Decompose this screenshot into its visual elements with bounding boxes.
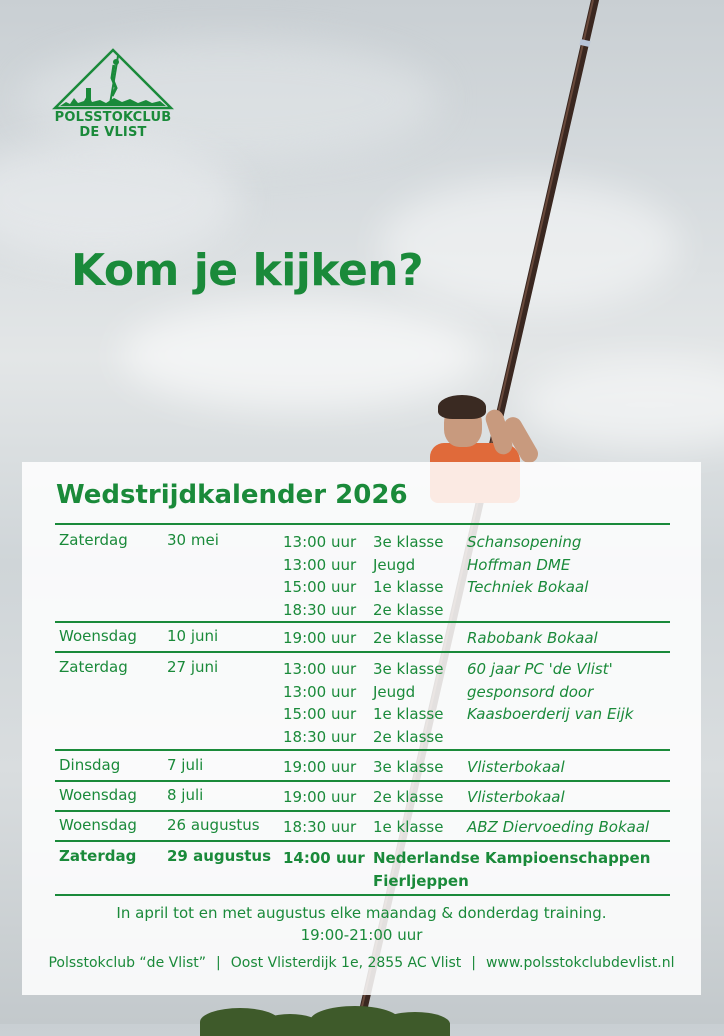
- row-event: Hoffman DME: [467, 555, 571, 574]
- row-time: 19:00 uur: [283, 629, 357, 647]
- row-time: 13:00 uur: [283, 682, 357, 701]
- club-name: Polsstokclub “de Vlist”: [48, 955, 207, 971]
- row-event: Kaasboerderij van Eijk: [467, 705, 634, 723]
- row-day: Zaterdag: [59, 531, 128, 549]
- row-event: Rabobank Bokaal: [467, 629, 598, 647]
- divider: [55, 523, 670, 525]
- row-class: Jeugd: [373, 555, 416, 574]
- row-day: Zaterdag: [59, 658, 128, 676]
- row-class: 1e klasse: [373, 578, 444, 596]
- row-event: Nederlandse Kampioenschappen: [373, 849, 651, 867]
- divider: [55, 894, 670, 896]
- row-class: 2e klasse: [373, 629, 444, 647]
- separator: |: [216, 955, 221, 971]
- row-date: 29 augustus: [167, 847, 272, 865]
- row-time: 18:30 uur: [283, 818, 357, 836]
- logo-emblem-icon: [52, 48, 174, 110]
- row-times: [283, 531, 356, 621]
- row-time: 19:00 uur: [283, 788, 357, 806]
- calendar-title: Wedstrijdkalender 2026: [56, 480, 408, 510]
- trees-image: [200, 996, 460, 1036]
- row-date: 8 juli: [167, 786, 204, 804]
- row-date: 26 augustus: [167, 816, 260, 834]
- row-events: [467, 531, 588, 599]
- divider: [55, 810, 670, 812]
- separator: |: [471, 955, 476, 971]
- row-events: [467, 627, 598, 650]
- row-date: 30 mei: [167, 531, 219, 549]
- row-time: 15:00 uur: [283, 578, 357, 596]
- contact-line: [22, 955, 701, 971]
- address: Oost Vlisterdijk 1e, 2855 AC Vlist: [230, 955, 462, 971]
- row-event: 60 jaar PC 'de Vlist': [467, 660, 613, 678]
- divider: [55, 651, 670, 653]
- row-event: gesponsord door: [467, 682, 594, 701]
- row-date: 27 juni: [167, 658, 219, 676]
- row-time: 13:00 uur: [283, 555, 357, 574]
- row-time: 14:00 uur: [283, 849, 365, 867]
- row-events: [467, 658, 633, 726]
- row-day: Dinsdag: [59, 756, 121, 774]
- row-classes: [373, 786, 443, 809]
- row-day: Zaterdag: [59, 847, 137, 865]
- row-events: [467, 816, 649, 839]
- row-event: ABZ Diervoeding Bokaal: [467, 818, 650, 836]
- divider: [55, 840, 670, 842]
- row-class: 2e klasse: [373, 727, 444, 746]
- row-class: 3e klasse: [373, 533, 444, 551]
- row-class: 1e klasse: [373, 818, 444, 836]
- row-class: 2e klasse: [373, 788, 444, 806]
- training-hours: 19:00-21:00 uur: [300, 926, 423, 944]
- headline: Kom je kijken?: [71, 245, 424, 296]
- row-event: Vlisterbokaal: [467, 758, 565, 776]
- row-classes: [373, 756, 443, 779]
- row-time: 18:30 uur: [283, 600, 357, 619]
- row-classes: [373, 816, 443, 839]
- logo-text-line2: DE VLIST: [79, 125, 147, 140]
- divider: [55, 780, 670, 782]
- row-class: 1e klasse: [373, 705, 444, 723]
- row-events: [467, 756, 565, 779]
- row-day: Woensdag: [59, 816, 137, 834]
- row-time: 13:00 uur: [283, 533, 357, 551]
- divider: [55, 621, 670, 623]
- row-times: [283, 756, 356, 779]
- row-time: 18:30 uur: [283, 727, 357, 746]
- training-note: In april tot en met augustus elke maandag & donderdag training.: [116, 904, 607, 922]
- website-link[interactable]: www.polsstokclubdevlist.nl: [485, 955, 675, 971]
- row-date: 10 juni: [167, 627, 219, 645]
- calendar-panel: [22, 462, 701, 995]
- row-classes: [373, 531, 443, 621]
- row-time: 19:00 uur: [283, 758, 357, 776]
- row-day: Woensdag: [59, 786, 137, 804]
- row-classes: [373, 658, 443, 748]
- row-event: Schansopening: [467, 533, 582, 551]
- row-class: Jeugd: [373, 682, 416, 701]
- logo-text-line1: POLSSTOKCLUB: [54, 110, 172, 125]
- club-logo: [52, 48, 174, 143]
- row-day: Woensdag: [59, 627, 137, 645]
- row-times: [283, 847, 365, 870]
- row-time: 15:00 uur: [283, 705, 357, 723]
- row-classes: [373, 627, 443, 650]
- row-class: 3e klasse: [373, 758, 444, 776]
- row-class: 3e klasse: [373, 660, 444, 678]
- row-times: [283, 786, 356, 809]
- row-times: [283, 627, 356, 650]
- row-time: 13:00 uur: [283, 660, 357, 678]
- row-times: [283, 658, 356, 748]
- divider: [55, 749, 670, 751]
- row-class: 2e klasse: [373, 600, 444, 619]
- row-events: [373, 847, 650, 892]
- row-events: [467, 786, 565, 809]
- row-times: [283, 816, 356, 839]
- row-date: 7 juli: [167, 756, 204, 774]
- row-event: Vlisterbokaal: [467, 788, 565, 806]
- row-event: Fierljeppen: [373, 871, 469, 890]
- row-event: Techniek Bokaal: [467, 578, 589, 596]
